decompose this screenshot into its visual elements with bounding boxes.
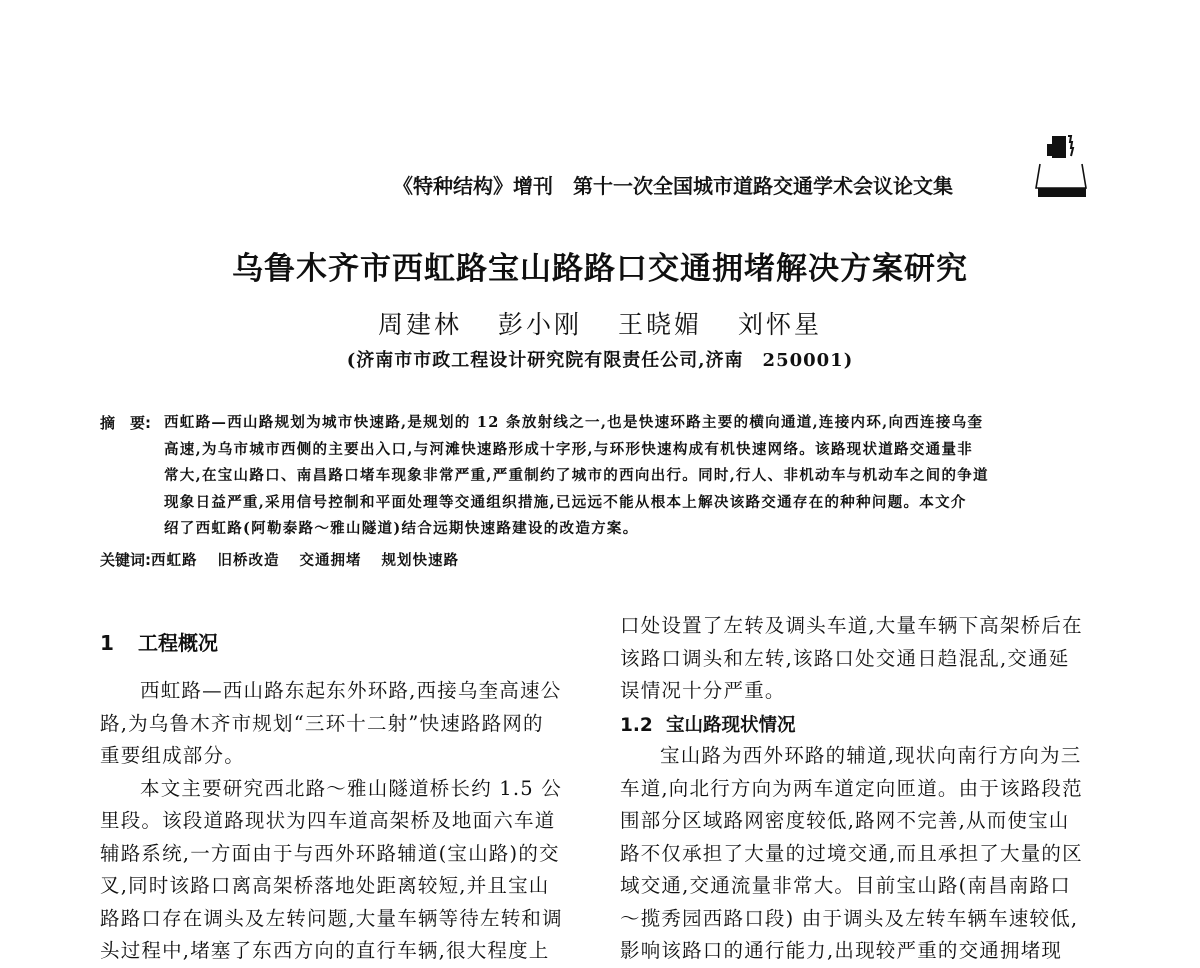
subsection-title: 宝山路现状情况 [666,715,796,736]
paragraph-line: 里段。该段道路现状为四车道高架桥及地面六车道 [100,809,556,832]
subsection-heading [620,710,796,743]
abstract-line: 西虹路—西山路规划为城市快速路,是规划的 12 条放射线之一,也是快速环路主要的横向通道,连接内环,向西连接乌奎 [164,414,984,431]
paragraph-line: 叉,同时该路口离高架桥落地处距离较短,并且宝山 [100,874,550,897]
paragraph-line: 头过程中,堵塞了东西方向的直行车辆,很大程度上 [100,939,550,962]
paragraph-line: 域交通,交通流量非常大。目前宝山路(南昌南路口 [620,874,1071,897]
abstract [100,410,1110,543]
paragraph-line: 影响该路口的通行能力,出现较严重的交通拥堵现 [620,939,1063,962]
paragraph-line: 该路口调头和左转,该路口处交通日趋混乱,交通延 [620,647,1070,670]
paragraph-line: 重要组成部分。 [100,744,245,767]
paragraph-line: 辅路系统,一方面由于与西外环路辅道(宝山路)的交 [100,842,560,865]
section-number: 1 [100,631,114,655]
keywords-label: 关键词: [100,551,151,569]
author-name: 周建林 [378,310,463,339]
author-name: 刘怀星 [737,310,822,339]
paragraph-line: ～揽秀园西路口段) 由于调头及左转车辆车速较低, [620,907,1079,930]
journal-header: 《特种结构》增刊 第十一次全国城市道路交通学术会议论文集 [393,174,953,198]
keyword: 西虹路 [151,552,198,569]
keyword: 交通拥堵 [299,552,362,569]
author-list [0,305,1200,341]
author-name: 王晓媚 [617,310,702,339]
abstract-line: 常大,在宝山路口、南昌路口堵车现象非常严重,严重制约了城市的西向出行。同时,行人、非机动车与机动车之间的争道 [164,467,989,484]
paragraph-line: 西虹路—西山路东起东外环路,西接乌奎高速公 [140,679,562,702]
paragraph-line: 宝山路为西外环路的辅道,现状向南行方向为三 [660,744,1082,767]
paper-title: 乌鲁木齐市西虹路宝山路路口交通拥堵解决方案研究 [232,251,968,287]
paragraph-line: 本文主要研究西北路～雅山隧道桥长约 1.5 公 [140,777,563,800]
keyword: 规划快速路 [381,552,459,569]
paragraph-line: 口处设置了左转及调头车道,大量车辆下高架桥后在 [620,614,1083,637]
book-logo-icon [1030,130,1100,200]
paragraph-line: 路,为乌鲁木齐市规划“三环十二射”快速路路网的 [100,712,544,735]
author-name: 彭小刚 [498,310,583,339]
abstract-label: 摘 要: [100,414,151,432]
abstract-body [164,410,1110,543]
abstract-line: 绍了西虹路(阿勒泰路～雅山隧道)结合远期快速路建设的改造方案。 [164,520,639,537]
keyword: 旧桥改造 [217,552,280,569]
paragraph-line: 车道,向北行方向为两车道定向匝道。由于该路段范 [620,777,1083,800]
keywords [100,549,479,570]
affiliation: (济南市市政工程设计研究院有限责任公司,济南 250001) [346,350,854,371]
abstract-line: 现象日益严重,采用信号控制和平面处理等交通组织措施,已远远不能从根本上解决该路交通存在的种种问题。本文介 [164,493,967,511]
paragraph-line: 路路口存在调头及左转问题,大量车辆等待左转和调 [100,907,563,930]
section-title: 工程概况 [138,631,218,655]
paragraph-line: 路不仅承担了大量的过境交通,而且承担了大量的区 [620,842,1083,865]
paragraph-line: 围部分区域路网密度较低,路网不完善,从而使宝山 [620,809,1070,832]
paragraph-line: 误情况十分严重。 [620,679,786,702]
subsection-number: 1.2 [620,715,653,736]
abstract-line: 高速,为乌市城市西侧的主要出入口,与河滩快速路形成十字形,与环形快速构成有机快速网络。该路现状道路交通量非 [164,440,974,458]
section-heading [100,627,218,660]
